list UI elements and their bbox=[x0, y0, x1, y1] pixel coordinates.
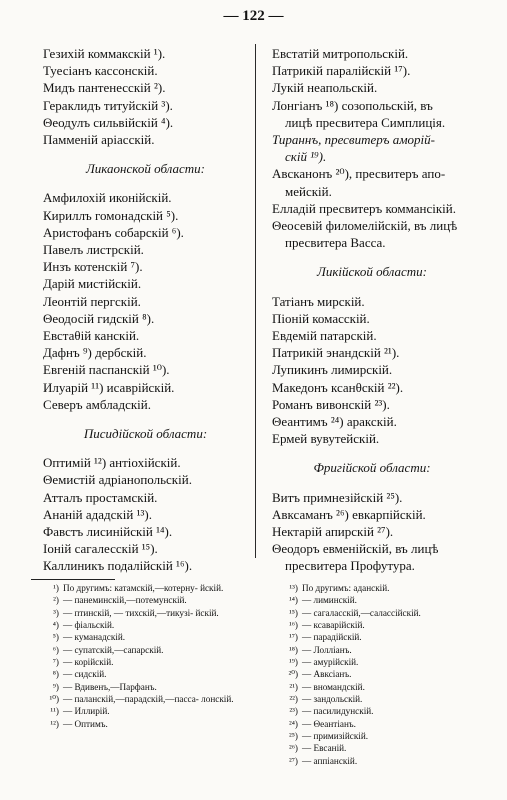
footnote-text: — панеминскій,—потемунскій. bbox=[63, 595, 187, 606]
footnote-text: — ксаварійскій. bbox=[302, 620, 365, 631]
footnotes-left bbox=[31, 582, 253, 730]
footnote bbox=[31, 656, 253, 668]
text-line: Северъ амбладскій. bbox=[43, 396, 151, 412]
footnote bbox=[270, 705, 470, 717]
text-line: Патрикій энандскій ²¹). bbox=[272, 345, 400, 361]
footnote-text: — пасилидунскій. bbox=[302, 706, 374, 717]
footnote-number: ⁷) bbox=[52, 657, 59, 668]
footnote-number: ²⁴) bbox=[288, 718, 298, 729]
footnote bbox=[31, 718, 253, 730]
footnote-number: ¹¹) bbox=[50, 706, 59, 717]
text-line: Авксаманъ ²⁶) евкарпійскій. bbox=[272, 506, 426, 522]
text-line: Піоній комасскій. bbox=[272, 310, 370, 326]
text-line: Евстатій митропольскій. bbox=[272, 46, 409, 61]
text-line-continuation: пресвитера Васса. bbox=[285, 235, 386, 251]
footnote bbox=[31, 705, 253, 717]
footnote-text: — зандольскій. bbox=[302, 694, 363, 705]
footnote-text: По другимъ: катамскій,—котерну- йскій. bbox=[63, 583, 224, 593]
section-heading: Фригійской области: bbox=[313, 460, 431, 476]
footnote bbox=[270, 594, 470, 606]
footnote bbox=[270, 607, 470, 619]
text-line: Евдемій патарскій. bbox=[272, 328, 377, 344]
footnote-number: ⁸) bbox=[52, 669, 59, 680]
text-line: Θеодоръ евменійскій, въ лицѣ bbox=[272, 541, 439, 557]
footnotes-right bbox=[270, 582, 470, 767]
footnote-number: ¹⁵) bbox=[288, 607, 298, 618]
text-line-continuation: мейскій. bbox=[285, 183, 332, 199]
footnote-number: ¹⁹) bbox=[288, 657, 298, 668]
footnote bbox=[31, 582, 253, 594]
text-line: Θеантимъ ²⁴) аракскій. bbox=[272, 414, 397, 430]
footnote bbox=[270, 730, 470, 742]
left-column bbox=[43, 45, 248, 575]
text-line: Дафнъ ⁹) дербскій. bbox=[43, 345, 147, 361]
right-column bbox=[272, 45, 472, 575]
footnote bbox=[270, 718, 470, 730]
footnote-text: — Вдивенъ,—Парфанъ. bbox=[63, 681, 157, 692]
text-line: Лукій неапольскій. bbox=[272, 80, 378, 96]
text-line: Оптимій ¹²) антіохійскій. bbox=[43, 455, 181, 471]
text-line: Ермей вувутейскій. bbox=[272, 431, 380, 447]
footnote-number: ⁹) bbox=[52, 681, 59, 692]
section-heading: Ликійской области: bbox=[317, 264, 427, 280]
footnote-text: — супатскій,—сапарскій. bbox=[63, 644, 164, 655]
footnote-text: — примизійскій. bbox=[302, 731, 369, 742]
text-line: Авсканонъ ²⁰), пресвитеръ апо- bbox=[272, 166, 446, 182]
footnote bbox=[270, 693, 470, 705]
page-number: — 122 — bbox=[223, 8, 284, 24]
footnote bbox=[270, 644, 470, 656]
text-line: Романъ вивонскій ²³). bbox=[272, 396, 390, 412]
footnote-text: — лиминскій. bbox=[302, 595, 357, 606]
footnote-number: ¹²) bbox=[50, 718, 59, 729]
text-line: Θеосевій филомелійскій, въ лицѣ bbox=[272, 218, 458, 234]
footnote bbox=[31, 631, 253, 643]
text-line-continuation: лицѣ пресвитера Симплиція. bbox=[285, 114, 446, 130]
footnote bbox=[270, 755, 470, 767]
text-line: Каллиникъ подалійскій ¹⁶). bbox=[43, 558, 193, 574]
text-line: Татіанъ мирскій. bbox=[272, 293, 365, 309]
text-line: Гераклидъ титуйскій ³). bbox=[43, 97, 173, 113]
text-line: Инзъ котенскій ⁷). bbox=[43, 259, 143, 275]
text-line-continuation: пресвитера Профутура. bbox=[285, 558, 415, 574]
text-line: Елладій пресвитеръ коммансікій. bbox=[272, 200, 456, 216]
footnote-number: ¹⁸) bbox=[288, 644, 298, 655]
footnote-number: ¹³) bbox=[289, 583, 298, 593]
footnote-text: — Θеантіанъ. bbox=[302, 718, 356, 729]
footnote-text: — вномандскій. bbox=[302, 681, 365, 692]
text-line: Памменій аріасскій. bbox=[43, 132, 155, 148]
text-line: Патрикій паралійскій ¹⁷). bbox=[272, 63, 411, 79]
section-heading: Писидійской области: bbox=[83, 426, 208, 442]
footnote-text: — парадійскій. bbox=[302, 632, 362, 643]
text-line: Македонъ ксанθскій ²²). bbox=[272, 379, 404, 395]
text-line: Фавстъ лисинійскій ¹⁴). bbox=[43, 524, 173, 540]
footnote-number: ²²) bbox=[289, 694, 298, 705]
footnote-text: — птинскій, — тихскій,—тикузі- йскій. bbox=[63, 607, 219, 618]
text-line: Іоній сагалесскій ¹⁵). bbox=[43, 541, 158, 557]
footnote-text: — паланскій,—парадскій,—пасса- лонскій. bbox=[63, 694, 234, 705]
footnote-text: — Иллирій. bbox=[63, 706, 110, 717]
footnote-number: ²³) bbox=[289, 706, 298, 717]
column-divider bbox=[255, 44, 256, 558]
footnote-number: ²⁵) bbox=[288, 731, 298, 742]
text-line: Кириллъ гомонадскій ⁵). bbox=[43, 207, 179, 223]
footnote-text: — Евсаній. bbox=[302, 743, 347, 754]
text-line: Лонгіанъ ¹⁸) созопольскій, въ bbox=[272, 97, 433, 113]
text-line-continuation: скій ¹⁹). bbox=[285, 149, 327, 165]
text-line: Евгеній паспанскій ¹⁰). bbox=[43, 362, 170, 378]
text-line: Илуарій ¹¹) исаврійскій. bbox=[43, 379, 175, 395]
footnote-text: — Лолліанъ. bbox=[302, 644, 352, 655]
text-line: Лупикинъ лимирскій. bbox=[272, 362, 393, 378]
footnote-number: ²⁷) bbox=[288, 755, 298, 766]
section-heading: Ликаонской области: bbox=[86, 161, 205, 177]
footnote bbox=[31, 693, 253, 705]
footnote-number: ¹⁴) bbox=[288, 595, 298, 606]
footnote-number: ⁴) bbox=[52, 620, 59, 631]
footnote-text: — фіальскій. bbox=[63, 620, 115, 631]
text-line: Θеодулъ сильвійскій ⁴). bbox=[43, 114, 174, 130]
footnote-text: — Авксіанъ. bbox=[302, 669, 352, 680]
footnote-separator bbox=[31, 579, 115, 580]
footnote-number: ⁶) bbox=[52, 644, 59, 655]
text-line: Θеодосій гидскій ⁸). bbox=[43, 310, 155, 326]
footnote-number: ²¹) bbox=[289, 681, 298, 692]
text-line: Евстаθій канскій. bbox=[43, 328, 140, 344]
text-line: Гезихій коммакскій ¹). bbox=[43, 46, 166, 61]
text-line: Θемистій адріанопольскій. bbox=[43, 472, 192, 488]
footnote-number: ²) bbox=[53, 595, 59, 606]
footnote-number: ¹⁷) bbox=[288, 632, 298, 643]
text-line: Ананій ададскій ¹³). bbox=[43, 506, 152, 522]
text-line: Мидъ пантенесскій ²). bbox=[43, 80, 166, 96]
text-line: Аристофанъ собарскій ⁶). bbox=[43, 224, 184, 240]
text-line: Туесіанъ кассонскій. bbox=[43, 63, 158, 79]
footnote bbox=[270, 582, 470, 594]
footnote bbox=[31, 619, 253, 631]
footnote bbox=[270, 742, 470, 754]
footnote-text: — сагаласскій,—салассійскій. bbox=[302, 607, 421, 618]
text-line: Павелъ листрскій. bbox=[43, 242, 144, 258]
footnote bbox=[31, 681, 253, 693]
footnote-number: ¹⁰) bbox=[49, 694, 59, 705]
text-line: Дарій мистійскій. bbox=[43, 276, 142, 292]
text-line: Амфилохій иконійскій. bbox=[43, 190, 172, 206]
footnote-text: — куманадскій. bbox=[63, 632, 126, 643]
footnote bbox=[31, 607, 253, 619]
footnote-number: ³) bbox=[53, 607, 59, 618]
footnote-text: — сидскій. bbox=[63, 669, 107, 680]
text-line: Тираннъ, пресвитеръ аморій- bbox=[272, 132, 435, 148]
footnote-number: ²⁰) bbox=[288, 669, 298, 680]
footnote bbox=[31, 668, 253, 680]
footnote-text: — амурійскій. bbox=[302, 657, 359, 668]
footnote bbox=[270, 681, 470, 693]
text-line: Витъ примнезійскій ²⁵). bbox=[272, 489, 403, 505]
text-line: Нектарій апирскій ²⁷). bbox=[272, 524, 394, 540]
footnote-number: ¹⁶) bbox=[288, 620, 298, 631]
footnote bbox=[31, 644, 253, 656]
footnote-text: — корійскій. bbox=[63, 657, 114, 668]
footnote-number: ⁵) bbox=[52, 632, 59, 643]
footnote bbox=[270, 619, 470, 631]
footnote-number: ²⁶) bbox=[288, 743, 298, 754]
footnote-number: ¹) bbox=[53, 583, 59, 593]
footnote-text: — аппіанскій. bbox=[302, 755, 358, 766]
text-line: Атталъ простамскій. bbox=[43, 489, 158, 505]
text-line: Леонтій пергскій. bbox=[43, 293, 141, 309]
footnote bbox=[270, 631, 470, 643]
footnote bbox=[31, 594, 253, 606]
footnote-text: По другимъ: аданскій. bbox=[302, 583, 390, 593]
footnote bbox=[270, 668, 470, 680]
footnote-text: — Оптимъ. bbox=[63, 718, 108, 729]
footnote bbox=[270, 656, 470, 668]
